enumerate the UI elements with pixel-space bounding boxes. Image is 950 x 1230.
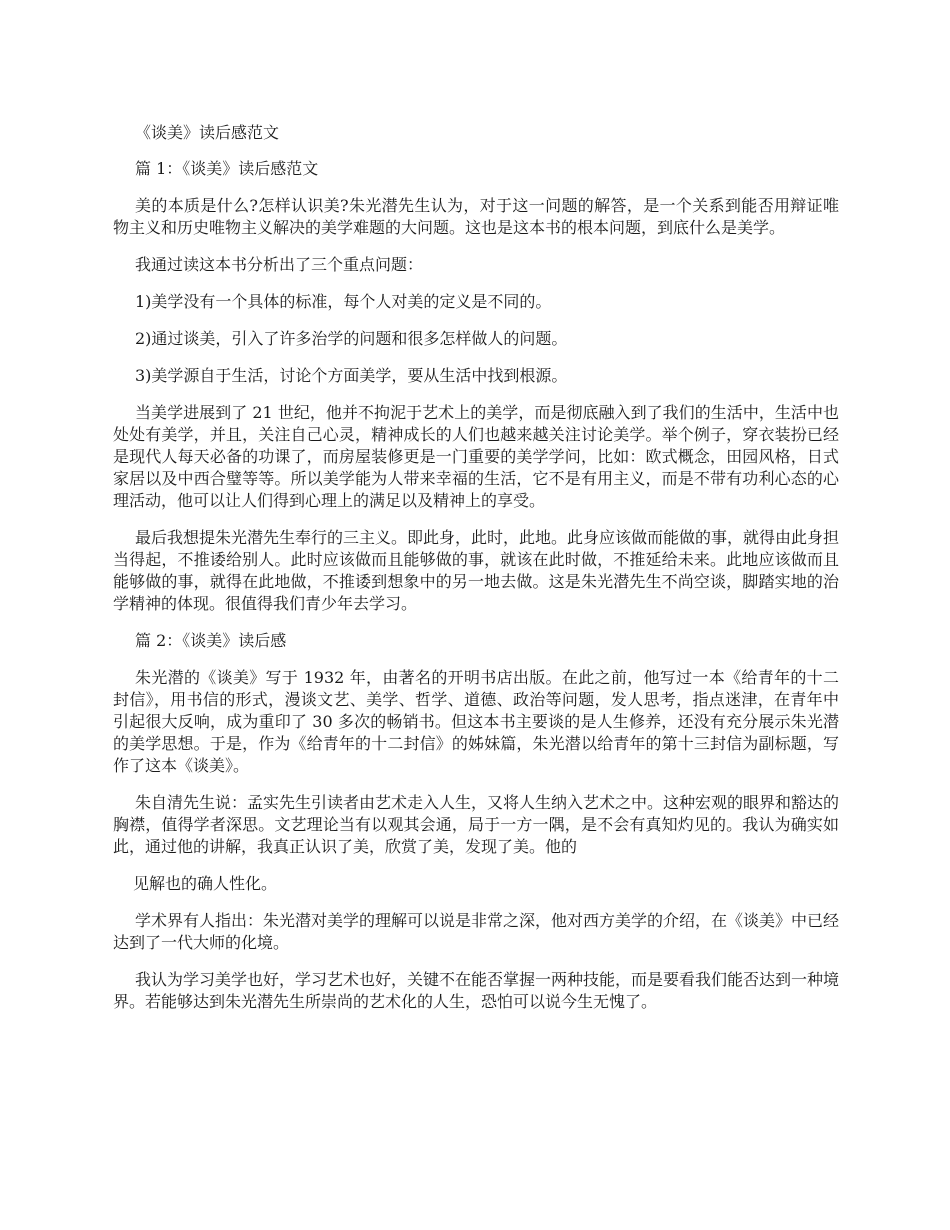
paragraph: 我认为学习美学也好，学习艺术也好，关键不在能否掌握一两种技能，而是要看我们能否达到一种境界。若能够达到朱光潜先生所崇尚的艺术化的人生，恐怕可以说今生无愧了。: [113, 970, 840, 1011]
paragraph: 我通过读这本书分析出了三个重点问题：: [135, 255, 424, 274]
paragraph: 美的本质是什么?怎样认识美?朱光潜先生认为，对于这一问题的解答，是一个关系到能否用辩证唯物主义和历史唯物主义解决的美学难题的大问题。这也是这本书的根本问题，到底什么是美学。: [113, 196, 839, 237]
paragraph: 见解也的确人性化。: [133, 874, 278, 893]
paragraph: 朱光潜的《谈美》写于 1932 年，由著名的开明书店出版。在此之前，他写过一本《给青年的十二封信》，用书信的形式，漫谈文艺、美学、哲学、道德、政治等问题，发人思考，指点迷津，在青年中引起很大反响，成为重印了 30 多次的畅销书。但这本书主要谈的是人生修养，还没有充分展示朱光潜的美学思想。于是，作为《给青年的十二封信》的姊妹篇，朱光潜以给青年的第十三封信为副标题，写作了这本《谈美》。: [113, 668, 839, 775]
section-heading-2: 篇 2：《谈美》读后感: [135, 631, 287, 650]
document-body: [113, 122, 839, 1028]
section-heading-1: 篇 1：《谈美》读后感范文: [135, 159, 319, 178]
paragraph: 朱自清先生说：孟实先生引读者由艺术走入人生，又将人生纳入艺术之中。这种宏观的眼界和豁达的胸襟，值得学者深思。文艺理论当有以观其会通，局于一方一隅，是不会有真知灼见的。我认为确实如此，通过他的讲解，我真正认识了美，欣赏了美，发现了美。他的: [113, 793, 840, 856]
list-item: 2)通过谈美，引入了许多治学的问题和很多怎样做人的问题。: [135, 329, 568, 348]
list-item: 3)美学源自于生活，讨论个方面美学，要从生活中找到根源。: [135, 366, 568, 385]
paragraph: 最后我想提朱光潜先生奉行的三主义。即此身，此时，此地。此身应该做而能做的事，就得由此身担当得起，不推诿给别人。此时应该做而且能够做的事，就该在此时做，不推延给未来。此地应该做而且能够做的事，就得在此地做，不推诿到想象中的另一地去做。这是朱光潜先生不尚空谈，脚踏实地的治学精神的体现。很值得我们青少年去学习。: [113, 528, 840, 613]
list-item: 1)美学没有一个具体的标准，每个人对美的定义是不同的。: [135, 292, 552, 311]
paragraph: 学术界有人指出：朱光潜对美学的理解可以说是非常之深，他对西方美学的介绍，在《谈美》中已经达到了一代大师的化境。: [113, 911, 840, 952]
paragraph: 当美学进展到了 21 世纪，他并不拘泥于艺术上的美学，而是彻底融入到了我们的生活中，生活中也处处有美学，并且，关注自己心灵，精神成长的人们也越来越关注讨论美学。举个例子，穿衣装扮已经是现代人每天必备的功课了，而房屋装修更是一门重要的美学学问，比如：欧式概念，田园风格，日式家居以及中西合璧等等。所以美学能为人带来幸福的生活，它不是有用主义，而是不带有功利心态的心理活动，他可以让人们得到心理上的满足以及精神上的享受。: [113, 403, 839, 510]
document-title: 《谈美》读后感范文: [135, 123, 280, 142]
